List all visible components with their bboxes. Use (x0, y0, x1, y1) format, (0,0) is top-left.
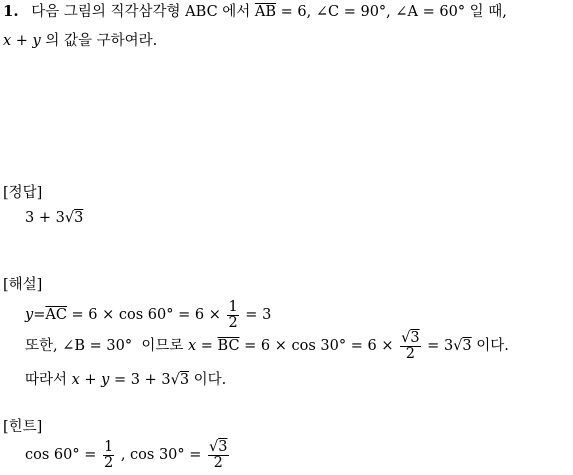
eq-sign: = (33, 307, 46, 324)
radicand: 3 (462, 338, 472, 355)
solution-3-tail: 이다. (189, 372, 227, 388)
segment-ac: $\overline{AC}$ (45, 307, 67, 324)
hint-line (25, 440, 231, 471)
solution-2-result: = 3 (422, 338, 454, 355)
radicand: 3 (410, 330, 420, 346)
frac-num: √3 (209, 439, 228, 455)
solution-2-tail: 이다. (471, 338, 509, 355)
segment-ab: $\overline{AB}$ (254, 4, 277, 20)
answer-value (25, 211, 83, 226)
problem-question: 의 값을 구하여라. (40, 33, 158, 49)
solution-line-3 (25, 373, 226, 388)
problem-number: 1. (3, 2, 19, 20)
sqrt-sign: √ (170, 372, 180, 388)
solution-1-mid: = 6 × cos 60° = 6 × (66, 307, 226, 324)
fraction-one-half (103, 440, 114, 471)
problem-text: 다음 그림의 직각삼각형 ABC 에서 (31, 4, 255, 20)
frac-num: 1 (103, 439, 114, 455)
solution-line-1 (25, 300, 271, 331)
solution-1-end: = 3 (240, 307, 272, 324)
problem-conditions: = 6, ∠C = 90°, ∠A = 60° 일 때, (276, 4, 507, 20)
fraction-one-half (227, 300, 238, 331)
frac-num: √3 (401, 330, 420, 346)
solution-2-start: 또한, ∠B = 30° 이므로 (25, 338, 188, 355)
problem-line-2 (3, 34, 157, 49)
fraction-sqrt3-half (208, 440, 228, 471)
var-x: x (187, 338, 197, 355)
answer-radicand: 3 (74, 210, 84, 226)
hint-cos30: , cos 30° = (116, 447, 207, 464)
radicand: 3 (179, 372, 190, 388)
radicand: 3 (218, 439, 228, 455)
frac-den: 2 (405, 346, 415, 363)
eq-sign: = (196, 338, 218, 355)
segment-bc: $\overline{BC}$ (217, 338, 240, 355)
frac-den: 2 (213, 455, 223, 472)
sqrt-sign: √ (64, 210, 75, 226)
answer-heading: [정답] (3, 185, 43, 201)
fraction-sqrt3-half (400, 331, 420, 362)
hint-heading: [힌트] (3, 419, 43, 435)
answer-value-prefix: 3 + 3 (25, 210, 65, 226)
sqrt-sign: √ (453, 338, 463, 355)
solution-3-start: 따라서 (25, 372, 72, 388)
solution-2-mid: = 6 × cos 30° = 6 × (239, 338, 399, 355)
problem-expression: x + y (3, 33, 41, 49)
solution-heading: [해설] (3, 277, 43, 293)
var-y: y (25, 307, 34, 324)
solution-3-mid: = 3 + 3 (109, 372, 171, 388)
problem-line-1 (3, 4, 507, 20)
solution-line-2 (25, 331, 509, 362)
frac-num: 1 (228, 299, 238, 315)
hint-cos60: cos 60° = (25, 447, 101, 464)
frac-den: 2 (103, 455, 114, 472)
expr-x-plus-y: x + y (71, 372, 110, 388)
frac-den: 2 (228, 315, 238, 332)
